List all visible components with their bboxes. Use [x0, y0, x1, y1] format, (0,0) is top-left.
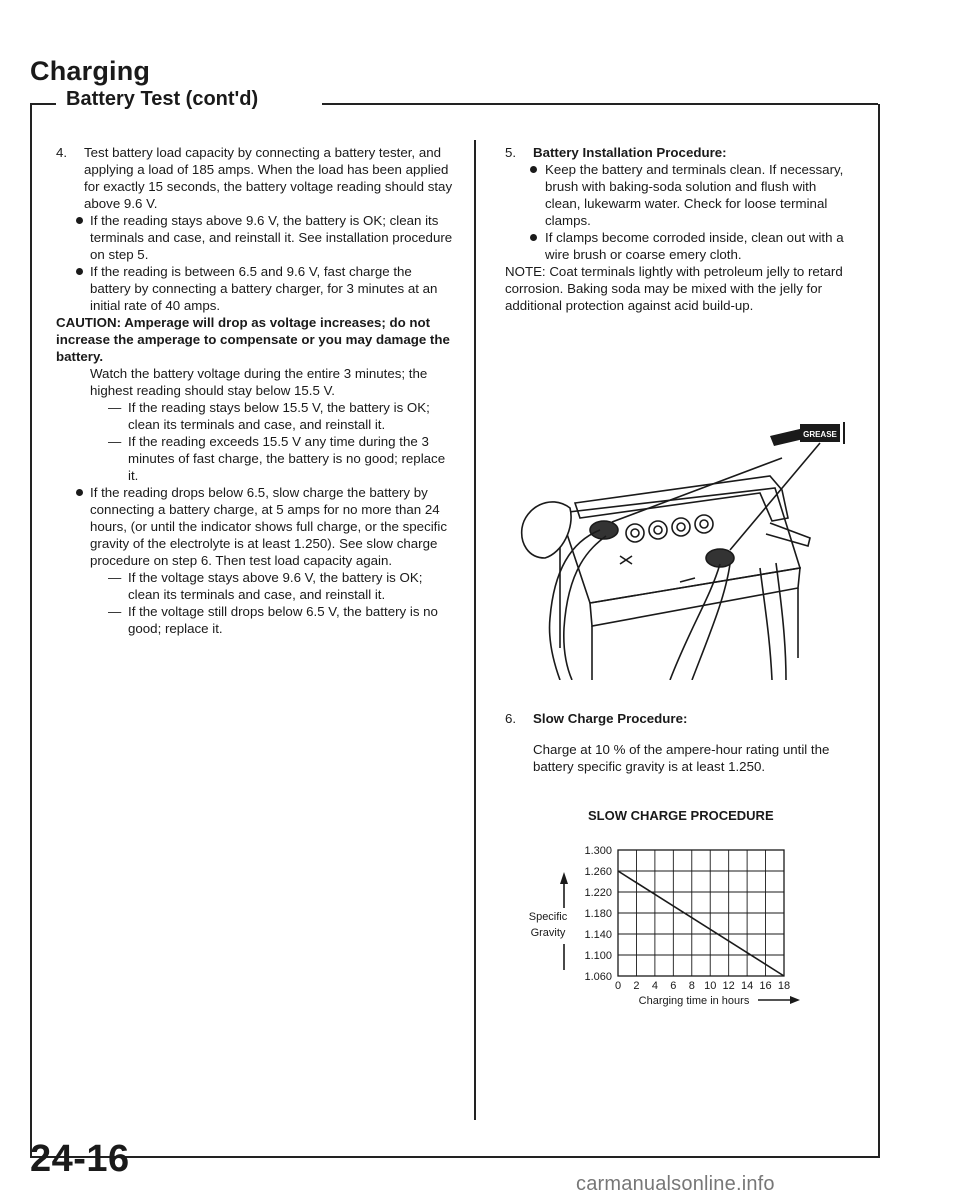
step-6-block — [505, 710, 855, 775]
x-tick-label: 16 — [759, 980, 772, 992]
x-tick-label: 8 — [688, 980, 695, 992]
x-tick-label: 14 — [740, 980, 754, 992]
dash-below-15-5: — If the reading stays below 15.5 V, the battery is OK; clean its terminals and case, and reinstall it. — [56, 399, 456, 433]
bullet-keep-clean: Keep the battery and terminals clean. If necessary, brush with baking-soda solution and flush with clean, lukewarm water. Check for loose terminal clamps. — [505, 161, 855, 229]
x-tick-label: 12 — [722, 980, 735, 992]
caution-note — [56, 314, 456, 365]
x-tick-label: 6 — [670, 980, 677, 992]
step-6-heading: Slow Charge Procedure: — [533, 711, 688, 726]
section-subtitle: Battery Test (cont'd) — [60, 88, 264, 111]
chart-title: SLOW CHARGE PROCEDURE — [588, 808, 774, 823]
y-tick-label: 1.140 — [584, 929, 612, 941]
step-4 — [56, 144, 456, 212]
dash-stays-above-9-6: — If the voltage stays above 9.6 V, the battery is OK; clean its terminals and case, and reinstall it. — [56, 569, 456, 603]
x-tick-label: 18 — [777, 980, 791, 992]
left-column — [56, 144, 456, 637]
x-axis-label: Charging time in hours — [638, 995, 750, 1007]
x-tick-label: 0 — [614, 980, 622, 992]
step-6-text: Charge at 10 % of the ampere-hour rating until the battery specific gravity is at least 1.250. — [533, 742, 830, 774]
y-tick-label: 1.100 — [584, 950, 612, 962]
step-5-heading: Battery Installation Procedure: — [533, 145, 727, 160]
series-line — [618, 871, 784, 976]
frame-top-rule-right — [322, 103, 878, 105]
watermark: carmanualsonline.info — [576, 1173, 775, 1195]
dash-exceeds-15-5: — If the reading exceeds 15.5 V any time during the 3 minutes of fast charge, the battery is no good; replace it. — [56, 433, 456, 484]
y-tick-label: 1.060 — [584, 971, 612, 983]
caution-text: Amperage will drop as voltage increases; do not increase the amperage to compensate or you may damage the battery. — [56, 315, 450, 364]
watch-paragraph: Watch the battery voltage during the entire 3 minutes; the highest reading should stay below 15.5 V. — [90, 366, 428, 398]
y-axis-arrowhead — [560, 872, 568, 884]
slow-charge-chart — [500, 840, 840, 1020]
y-tick-label: 1.260 — [584, 866, 612, 878]
caution-label: CAUTION: — [56, 315, 121, 330]
frame-top-rule-left — [30, 103, 56, 105]
y-tick-label: 1.300 — [584, 845, 612, 857]
x-tick-label: 2 — [633, 980, 640, 992]
step-6 — [505, 710, 855, 727]
x-axis-arrowhead — [790, 996, 800, 1004]
section-title: Charging — [30, 56, 151, 86]
step-4-text: Test battery load capacity by connecting a battery tester, and applying a load of 185 amps. When the load has been applied for exactly 15 seconds, the battery voltage reading should stay above 9.6 V. — [84, 145, 453, 211]
y-tick-label: 1.180 — [584, 908, 612, 920]
note-petroleum-jelly: NOTE: Coat terminals lightly with petroleum jelly to retard corrosion. Baking soda may be mixed with the jelly for additional protection against acid build-up. — [505, 264, 843, 313]
y-tick-label: 1.220 — [584, 887, 612, 899]
bullet-between-6-5-and-9-6: If the reading is between 6.5 and 9.6 V, fast charge the battery by connecting a battery charger, for 3 minutes at an initial rate of 40 amps. — [56, 263, 456, 314]
step-number: 5. — [505, 145, 517, 160]
battery-terminal-illustration — [520, 418, 855, 680]
page-number: 24-16 — [30, 1138, 130, 1180]
y-axis-label: Specific — [528, 911, 568, 923]
bullet-above-9-6: If the reading stays above 9.6 V, the battery is OK; clean its terminals and case, and reinstall it. See installation procedure on step 5. — [56, 212, 456, 263]
x-tick-label: 4 — [651, 980, 658, 992]
step-number: 6. — [505, 711, 517, 726]
bullet-below-6-5: If the reading drops below 6.5, slow charge the battery by connecting a battery charge, at 5 amps for no more than 24 hours, (or until the indicator shows full charge, or the specific gravity of the electrolyte is at least 1.250). See slow charge procedure on step 6. Then test load capacity again. — [56, 484, 456, 569]
step-number: 4. — [56, 145, 68, 160]
bullet-clamps-corroded: If clamps become corroded inside, clean out with a wire brush or coarse emery cloth. — [505, 229, 855, 263]
column-divider — [474, 140, 476, 1120]
y-axis-label: Gravity — [530, 927, 566, 939]
grease-label: GREASE — [803, 430, 837, 439]
x-tick-label: 10 — [704, 980, 717, 992]
dash-still-below-6-5: — If the voltage still drops below 6.5 V, the battery is no good; replace it. — [56, 603, 456, 637]
right-column — [505, 144, 855, 314]
step-5 — [505, 144, 855, 161]
